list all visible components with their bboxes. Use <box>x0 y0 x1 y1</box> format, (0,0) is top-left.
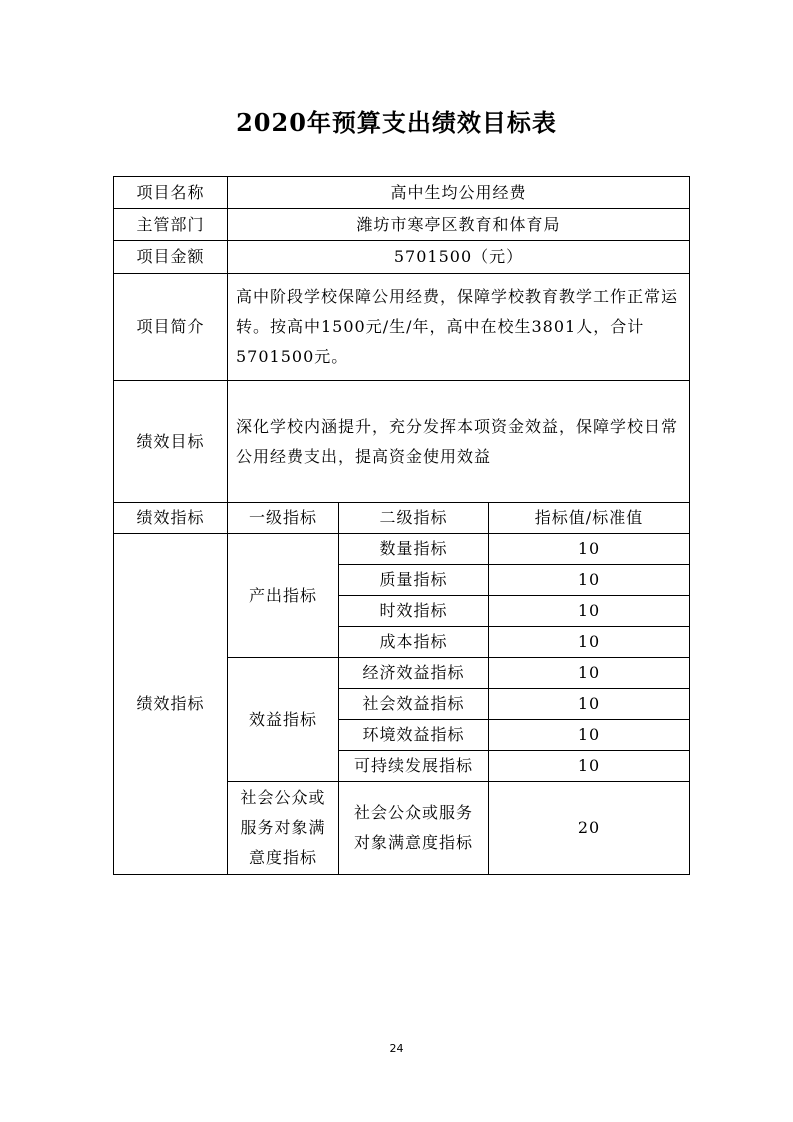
indicator-value: 10 <box>489 751 690 782</box>
value-project-name: 高中生均公用经费 <box>228 177 690 209</box>
label-project-name: 项目名称 <box>114 177 228 209</box>
row-project-name <box>114 177 690 209</box>
row-goal <box>114 381 690 503</box>
indicator-value: 10 <box>489 627 690 658</box>
header-indicators: 绩效指标 <box>114 503 228 534</box>
value-goal: 深化学校内涵提升，充分发挥本项资金效益，保障学校日常公用经费支出，提高资金使用效益 <box>228 381 690 503</box>
level2-name: 质量指标 <box>339 565 489 596</box>
value-intro: 高中阶段学校保障公用经费，保障学校教育教学工作正常运转。按高中1500元/生/年，高中在校生3801人，合计5701500元。 <box>228 274 690 381</box>
level2-name: 数量指标 <box>339 534 489 565</box>
indicator-value: 10 <box>489 689 690 720</box>
header-level2: 二级指标 <box>339 503 489 534</box>
indicator-value: 10 <box>489 534 690 565</box>
indicator-value: 10 <box>489 565 690 596</box>
level2-name: 社会效益指标 <box>339 689 489 720</box>
indicator-value: 10 <box>489 658 690 689</box>
row-department <box>114 209 690 241</box>
label-department: 主管部门 <box>114 209 228 241</box>
header-level1: 一级指标 <box>228 503 339 534</box>
document-title: 2020年预算支出绩效目标表 <box>236 108 557 137</box>
page-number: 24 <box>389 1042 404 1055</box>
performance-table <box>113 176 690 875</box>
value-department: 潍坊市寒亭区教育和体育局 <box>228 209 690 241</box>
level2-name: 社会公众或服务对象满意度指标 <box>339 782 489 875</box>
level2-name: 经济效益指标 <box>339 658 489 689</box>
level2-name: 成本指标 <box>339 627 489 658</box>
indicators-label: 绩效指标 <box>114 534 228 875</box>
level2-name: 可持续发展指标 <box>339 751 489 782</box>
row-intro <box>114 274 690 381</box>
row-indicator-header <box>114 503 690 534</box>
level1-output: 产出指标 <box>228 534 339 658</box>
value-amount: 5701500（元） <box>228 241 690 274</box>
indicator-value: 10 <box>489 596 690 627</box>
indicator-row <box>114 534 690 565</box>
level1-satisfaction: 社会公众或服务对象满意度指标 <box>228 782 339 875</box>
label-amount: 项目金额 <box>114 241 228 274</box>
label-goal: 绩效目标 <box>114 381 228 503</box>
level1-benefit: 效益指标 <box>228 658 339 782</box>
row-amount <box>114 241 690 274</box>
indicator-value: 10 <box>489 720 690 751</box>
header-value: 指标值/标准值 <box>489 503 690 534</box>
level2-name: 时效指标 <box>339 596 489 627</box>
label-intro: 项目简介 <box>114 274 228 381</box>
indicator-value: 20 <box>489 782 690 875</box>
level2-name: 环境效益指标 <box>339 720 489 751</box>
